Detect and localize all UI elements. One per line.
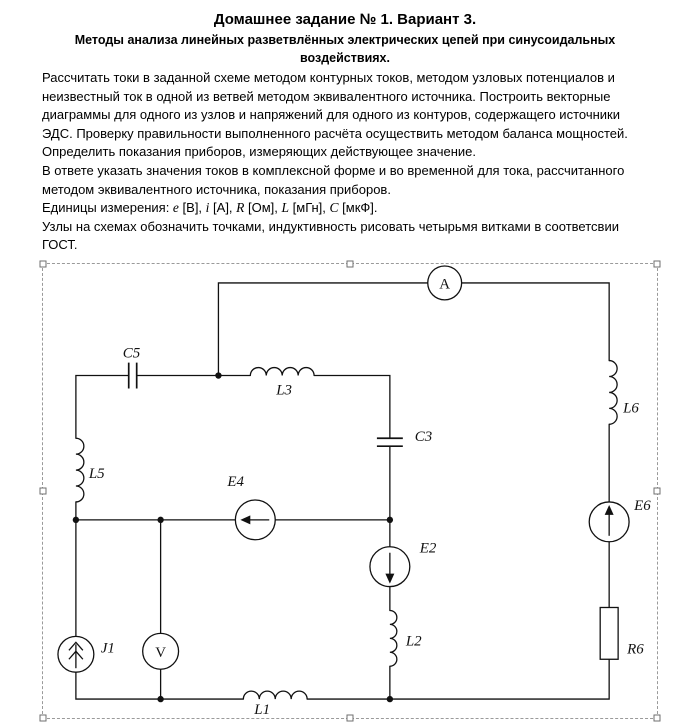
wire [76, 672, 243, 699]
unit-var-l: L [281, 200, 290, 216]
voltmeter-letter: V [155, 644, 167, 661]
selection-handle-bottom-right[interactable] [654, 715, 661, 722]
label-j1: J1 [100, 640, 115, 657]
inductor-l5 [76, 438, 84, 502]
circuit-svg [43, 264, 657, 718]
schematic-figure[interactable] [42, 263, 658, 719]
node-dot [157, 517, 163, 523]
unit-var-c: C [329, 200, 339, 216]
unit-var-e: e [172, 200, 179, 216]
assignment-text [42, 69, 648, 255]
selection-handle-top-center[interactable] [347, 261, 354, 268]
node-dot [73, 517, 79, 523]
label-r6: R6 [627, 641, 644, 658]
wire [462, 283, 610, 361]
unit-e: [В], [178, 200, 206, 216]
label-e2: E2 [419, 540, 437, 557]
sources-and-meters [58, 266, 629, 672]
label-l6: L6 [623, 400, 639, 417]
label-e4: E4 [227, 474, 245, 491]
selection-handle-top-left[interactable] [40, 261, 47, 268]
paragraph-task: Рассчитать токи в заданной схеме методом контурных токов, методом узловых потенциалов и неизвестный ток в одной из ветвей методом эквивалентного источника. Построить векторные диаграммы для одного из узлов и напряжений для одного из контуров, содержащего источники ЭДС. Проверку правильности выполненного расчёта осуществить методом баланса мощностей. Определить показания приборов, измеряющих действующее значение. [42, 70, 628, 160]
unit-c: [мкФ]. [338, 200, 378, 216]
paragraph-units [42, 199, 648, 218]
units-prefix: Единицы измерения: [42, 200, 173, 216]
ammeter-letter: A [439, 276, 451, 293]
label-l5: L5 [88, 466, 105, 483]
unit-var-i: i [205, 200, 210, 216]
node-dot [157, 696, 163, 702]
document-page [0, 10, 690, 718]
inductor-l2 [390, 610, 397, 666]
wire [307, 659, 609, 699]
node-dot [387, 517, 393, 523]
label-l3: L3 [276, 382, 293, 399]
unit-l: [мГн], [289, 200, 330, 216]
selection-handle-middle-right[interactable] [654, 488, 661, 495]
inductor-l6 [609, 361, 617, 425]
wire [218, 283, 427, 376]
wire [76, 376, 129, 439]
inductor-l1 [243, 691, 307, 699]
unit-var-r: R [236, 200, 245, 216]
label-c5: C5 [122, 345, 141, 362]
label-c3: C3 [414, 429, 433, 446]
node-dot [387, 696, 393, 702]
capacitor-c5 [129, 363, 137, 389]
selection-handle-bottom-left[interactable] [40, 715, 47, 722]
unit-i: [А], [209, 200, 237, 216]
label-l1: L1 [254, 702, 271, 718]
label-l2: L2 [405, 633, 422, 650]
paragraph-answer-format: В ответе указать значения токов в комплексной форме и во временной для тока, рассчитанного методом эквивалентного источника, показания приборов. [42, 162, 625, 197]
paragraph-gost: Узлы на схемах обозначить точками, индуктивность рисовать четырьмя витками в соответсвии ГОСТ. [42, 218, 619, 253]
capacitor-c3 [377, 438, 403, 446]
resistor-r6 [600, 607, 618, 659]
selection-handle-middle-left[interactable] [40, 488, 47, 495]
document-subtitle: Методы анализа линейных разветвлённых электрических цепей при синусоидальных воздействиях. [74, 33, 616, 65]
selection-handle-top-right[interactable] [654, 261, 661, 268]
unit-r: [Ом], [244, 200, 282, 216]
label-e6: E6 [634, 497, 651, 514]
inductor-l3 [250, 368, 314, 376]
selection-handle-bottom-center[interactable] [347, 715, 354, 722]
document-title: Домашнее задание № 1. Вариант 3. [213, 11, 477, 28]
node-dots [73, 372, 393, 702]
node-dot [215, 372, 221, 378]
meter-letters [155, 276, 450, 660]
wire [314, 376, 390, 439]
